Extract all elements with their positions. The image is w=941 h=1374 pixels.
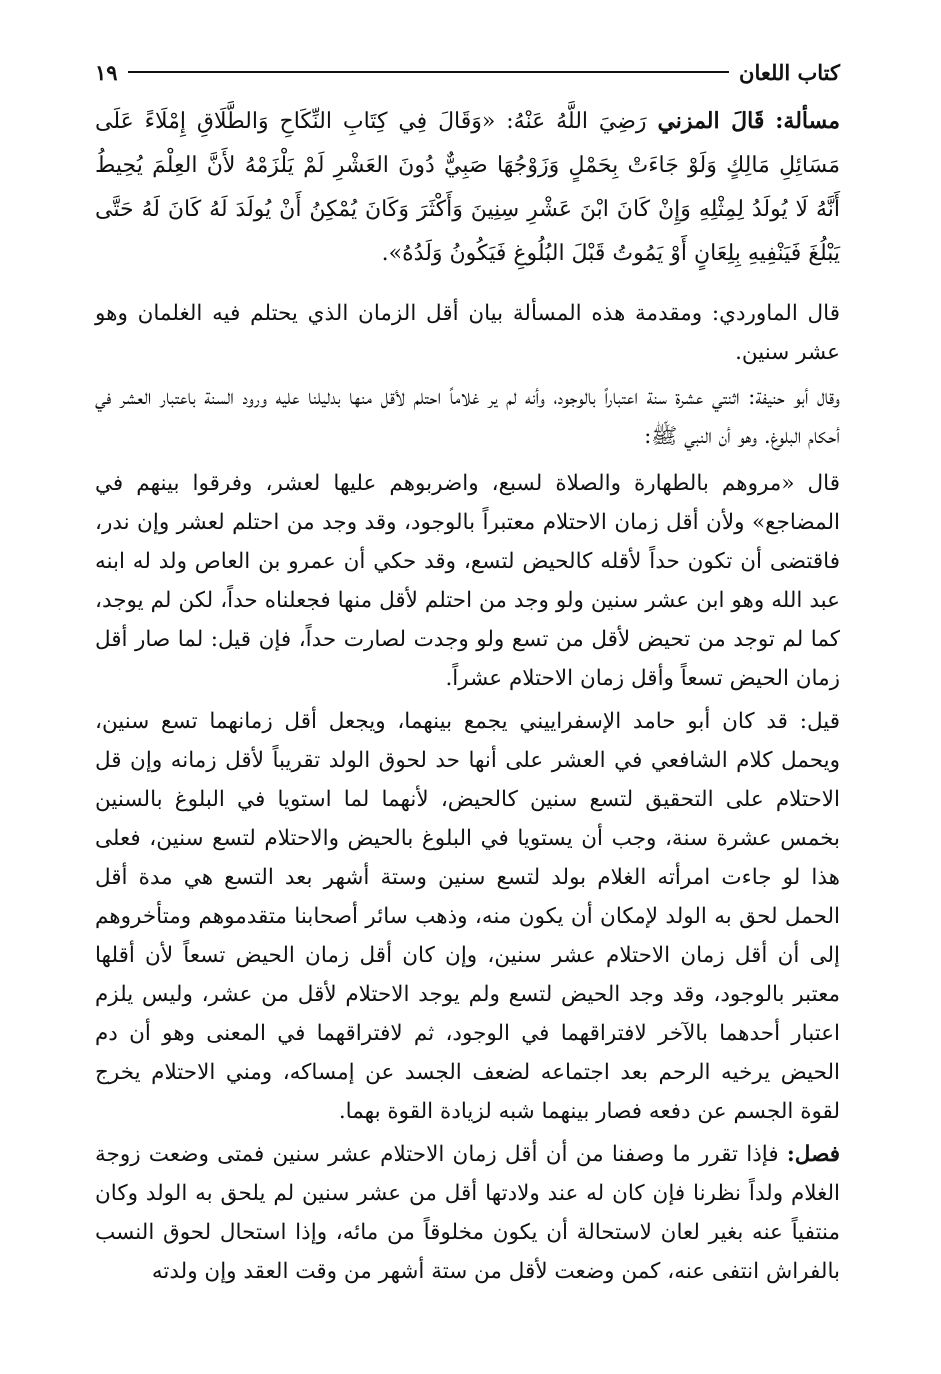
running-header	[95, 55, 840, 89]
paragraph-reply	[95, 702, 840, 1131]
fasl-label: فصل:	[786, 1142, 840, 1167]
masala-speaker: قَالَ المزني	[657, 108, 765, 134]
masala-paragraph	[95, 99, 840, 276]
paragraph-fasl	[95, 1135, 840, 1291]
paragraph-text: فإذا تقرر ما وصفنا من أن أقل زمان الاحتلام عشر سنين فمتى وضعت زوجة الغلام ولداً نظرنا فإن كان له عند ولادتها أقل من عشر سنين لم يلحق به الولد وكان منتفياً عنه بغير لعان لاستحالة أن يكون مخلوقاً من مائه، وإذا استحال لحوق النسب بالفراش انتفى عنه، كمن وضعت لأقل من ستة أشهر من وقت العقد وإن ولدته	[95, 1142, 840, 1284]
page-number: ١٩	[95, 59, 118, 85]
masala-text: رَضِيَ اللَّهُ عَنْهُ: «وَقَالَ فِي كِتَابِ النِّكَاحِ وَالطَّلَاقِ إِمْلَاءً عَلَى مَسَائِلِ مَالِكٍ وَلَوْ جَاءَتْ بِحَمْلٍ وَزَوْجُهَا صَبِيٌّ دُونَ العَشْرِ لَمْ يَلْزَمْهُ لأَنَّ العِلْمَ يُحِيطُ أَنَّهُ لَا يُولَدُ لِمِثْلِهِ وَإِنْ كَانَ ابْنَ عَشْرِ سِنِينَ وَأَكْثَرَ وَكَانَ يُمْكِنُ أَنْ يُولَدَ لَهُ كَانَ لَهُ حَتَّى يَبْلُغَ فَيَنْفِيهِ بِلِعَانٍ أَوْ يَمُوتُ قَبْلَ البُلُوغِ فَيَكُونُ وَلَدُهُ».	[95, 109, 840, 266]
paragraph-abu-hanifa	[95, 378, 840, 456]
page-body	[95, 99, 840, 1291]
chapter-title: كتاب اللعان	[739, 59, 840, 85]
paragraph-text: وقال أبو حنيفة: اثنتي عشرة سنة اعتباراً بالوجود، وأنه لم ير غلاماً احتلم لأقل منها بدليلنا عليه ورود السنة باعتبار العشر في أحكام البلوغ. وهو أن النبي ﷺ:	[95, 385, 840, 449]
masala-label: مسألة:	[775, 108, 841, 134]
book-page	[95, 55, 840, 1291]
paragraph-mawardi	[95, 294, 840, 372]
paragraph-text: قال الماوردي: ومقدمة هذه المسألة بيان أقل الزمان الذي يحتلم فيه الغلمان وهو عشر سنين.	[95, 301, 840, 365]
paragraph-text: قيل: قد كان أبو حامد الإسفراييني يجمع بينهما، ويجعل أقل زمانهما تسع سنين، ويحمل كلام الشافعي في العشر على أنها حد لحوق الولد تقريباً لأقل زمانه وإن قل الاحتلام على التحقيق لتسع سنين كالحيض، لأنهما لما استويا في البلوغ بالسنين بخمس عشرة سنة، وجب أن يستويا في البلوغ بالحيض والاحتلام لتسع سنين، فعلى هذا لو جاءت امرأته الغلام بولد لتسع سنين وستة أشهر بعد التسع هي مدة أقل الحمل لحق به الولد لإمكان أن يكون منه، وذهب سائر أصحابنا متقدموهم ومتأخروهم إلى أن أقل زمان الاحتلام عشر سنين، وإن كان أقل زمان الحيض تسعاً لأن أقلها معتبر بالوجود، وقد وجد الحيض لتسع ولم يوجد الاحتلام لأقل من عشر، وليس يلزم اعتبار أحدهما بالآخر لافتراقهما في الوجود، ثم لافتراقهما في المعنى وهو أن دم الحيض يرخيه الرحم بعد اجتماعه لضعف الجسد عن إمساكه، ومني الاحتلام يخرج لقوة الجسم عن دفعه فصار بينهما شبه لزيادة القوة بهما.	[95, 709, 840, 1124]
paragraph-text: قال «مروهم بالطهارة والصلاة لسبع، واضربوهم عليها لعشر، وفرقوا بينهم في المضاجع» ولأن أقل زمان الاحتلام معتبراً بالوجود، وقد وجد من احتلم لعشر وإن ندر، فاقتضى أن تكون حداً لأقله كالحيض لتسع، وقد حكي أن عمرو بن العاص ولد له ابنه عبد الله وهو ابن عشر سنين ولو وجد من احتلم لأقل منها فجعلناه حداً، لكن لم يوجد، كما لم توجد من تحيض لأقل من تسع ولو وجدت لصارت حداً، فإن قيل: لما صار أقل زمان الحيض تسعاً وأقل زمان الاحتلام عشراً.	[95, 471, 840, 691]
paragraph-hadith	[95, 464, 840, 698]
header-rule	[128, 71, 729, 73]
